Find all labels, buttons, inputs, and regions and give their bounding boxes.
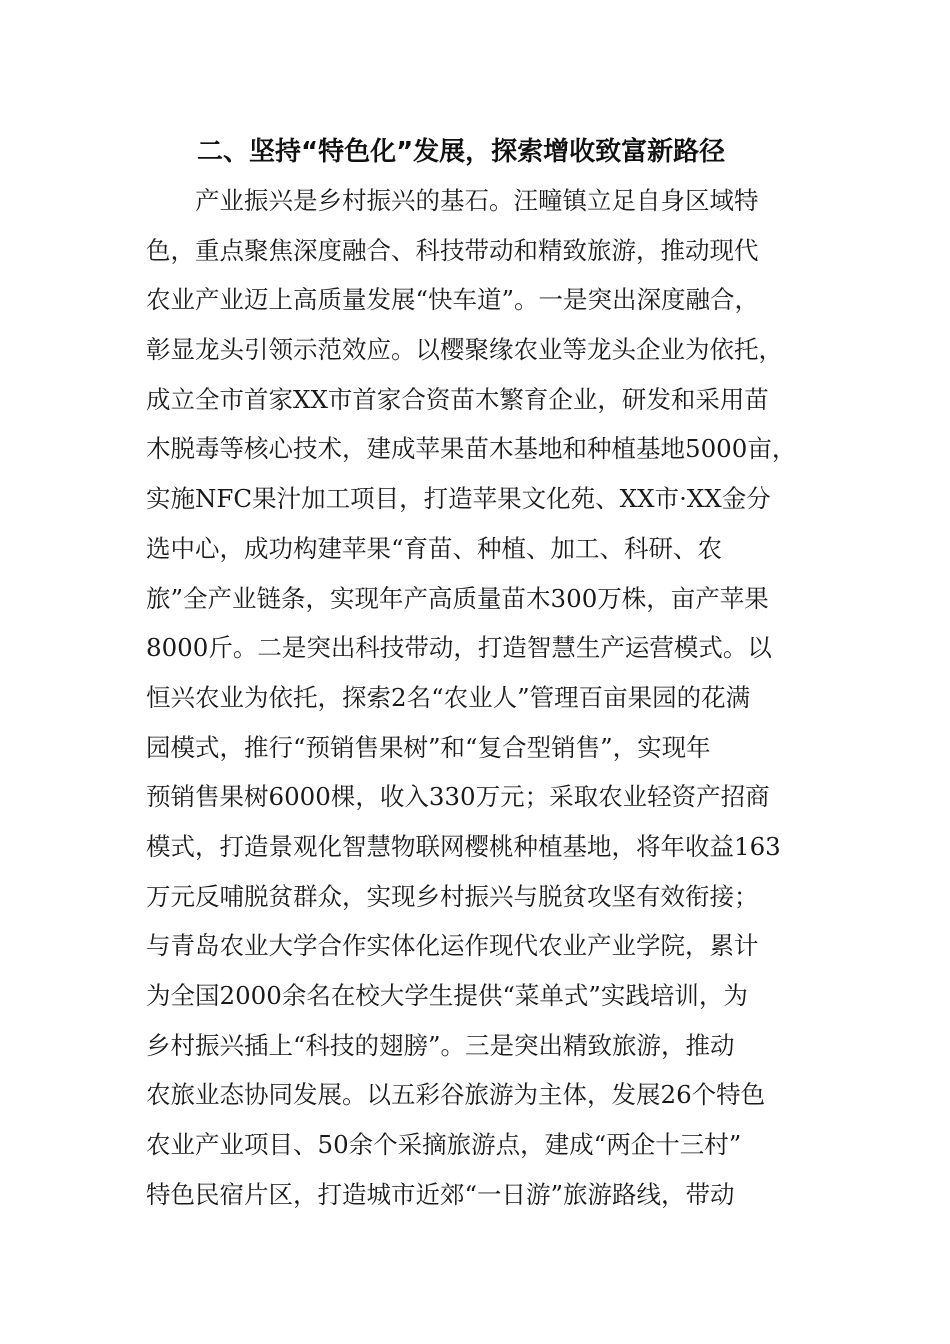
paragraph-line: 成立全市首家XX市首家合资苗木繁育企业，研发和采用苗	[146, 384, 769, 414]
paragraph-line: 彰显龙头引领示范效应。以樱聚缘农业等龙头企业为依托，	[146, 335, 783, 365]
section-heading: 二、坚持“特色化”发展，探索增收致富新路径	[197, 137, 726, 167]
paragraph-line: 万元反哺脱贫群众，实现乡村振兴与脱贫攻坚有效衔接；	[146, 881, 759, 911]
paragraph-line: 与青岛农业大学合作实体化运作现代农业产业学院，累计	[146, 931, 759, 961]
paragraph-line: 模式，打造景观化智慧物联网樱桃种植基地，将年收益163	[146, 831, 781, 861]
paragraph-line: 乡村振兴插上“科技的翅膀”。三是突出精致旅游，推动	[146, 1030, 735, 1060]
paragraph-line: 旅”全产业链条，实现年产高质量苗木300万株，亩产苹果	[146, 583, 769, 613]
paragraph-line: 产业振兴是乡村振兴的基石。汪疃镇立足自身区域特	[195, 186, 759, 215]
paragraph-line: 农旅业态协同发展。以五彩谷旅游为主体，发展26个特色	[146, 1080, 766, 1110]
paragraph-line: 恒兴农业为依托，探索2名“农业人”管理百亩果园的花满	[146, 682, 751, 712]
paragraph-line: 园模式，推行“预销售果树”和“复合型销售”，实现年	[146, 732, 711, 762]
paragraph-line: 实施NFC果汁加工项目，打造苹果文化苑、XX市·XX金分	[146, 484, 771, 514]
paragraph-line: 预销售果树6000棵，收入330万元；采取农业轻资产招商	[146, 782, 770, 812]
paragraph-line: 农业产业迈上高质量发展“快车道”。一是突出深度融合，	[146, 285, 760, 315]
paragraph-line: 农业产业项目、50余个采摘旅游点，建成“两企十三村”	[146, 1130, 742, 1160]
paragraph-line: 选中心，成功构建苹果“育苗、种植、加工、科研、农	[146, 533, 723, 563]
paragraph-line: 色，重点聚焦深度融合、科技带动和精致旅游，推动现代	[146, 235, 759, 265]
paragraph-line: 为全国2000余名在校大学生提供“菜单式”实践培训，为	[146, 981, 748, 1010]
body-paragraph	[146, 176, 826, 1219]
paragraph-line: 8000斤。二是突出科技带动，打造智慧生产运营模式。以	[146, 633, 772, 663]
paragraph-line: 木脱毒等核心技术，建成苹果苗木基地和种植基地5000亩，	[146, 434, 797, 464]
paragraph-line: 特色民宿片区，打造城市近郊“一日游”旅游路线，带动	[146, 1179, 735, 1209]
